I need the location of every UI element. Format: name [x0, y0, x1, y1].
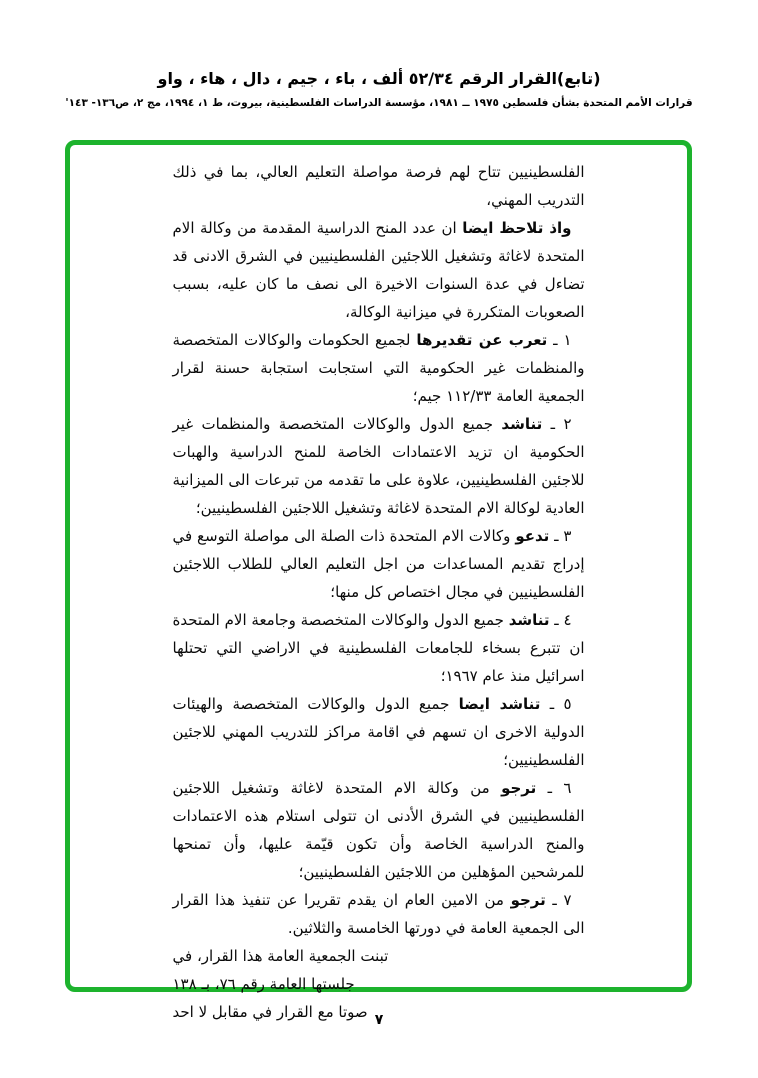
paragraph-bold-lead: تناشد — [508, 611, 550, 629]
resolution-paragraph — [173, 214, 585, 326]
adoption-note-line: تبنت الجمعية العامة هذا القرار، في — [172, 947, 389, 965]
adoption-note-line: جلستها العامة رقم ٧٦، بـ ١٣٨ — [172, 975, 355, 993]
paragraph-number: ٢ ـ — [542, 415, 572, 433]
paragraph-text: الفلسطينيين تتاح لهم فرصة مواصلة التعليم العالي، بما في ذلك التدريب المهني، — [172, 163, 585, 209]
paragraph-text: جميع الدول والوكالات المتخصصة وجامعة الام المتحدة ان تتبرع بسخاء للجامعات الفلسطينية في الاراضي التي تحتلها اسرائيل منذ عام ١٩٦٧؛ — [172, 611, 585, 685]
source-citation: قرارات الأمم المتحدة بشأن فلسطين ١٩٧٥ ــ ١٩٨١، مؤسسة الدراسات الفلسطينية، بيروت، ط ١، ١٩٩٤، مج ٢، ص١٣٦- ١٤٣' — [65, 97, 693, 109]
paragraph-number: ٧ ـ — [545, 891, 572, 909]
resolution-paragraph — [173, 158, 585, 214]
resolution-paragraph — [173, 410, 585, 522]
paragraph-bold-lead: واذ تلاحظ ايضا — [462, 219, 572, 237]
paragraph-bold-lead: ترجو — [510, 891, 546, 909]
paragraph-number: ٦ ـ — [536, 779, 572, 797]
paragraph-text: من وكالة الام المتحدة لاغاثة وتشغيل اللاجئين الفلسطينيين في الشرق الأدنى ان تتولى استلام هذه الاعتمادات والمنح الدراسية الخاصة وأن تكون قيّمة عليها، وأن تمنحها للمرشحين المؤهلين من اللاجئين الفلسطينيين؛ — [172, 779, 585, 881]
paragraph-text: جميع الدول والوكالات المتخصصة والهيئات الدولية الاخرى ان تسهم في اقامة مراكز للتدريب المهني للاجئين الفلسطينيين؛ — [172, 695, 585, 769]
green-border-frame — [65, 140, 692, 1021]
paragraph-bold-lead: تناشد ايضا — [458, 695, 541, 713]
resolution-paragraph — [173, 326, 585, 410]
paragraph-bold-lead: تدعو — [515, 527, 550, 545]
resolution-title: (تابع)القرار الرقم ٥٢/٣٤ ألف ، باء ، جيم ، دال ، هاء ، واو — [157, 69, 601, 88]
resolution-paragraph — [173, 690, 585, 774]
page-header — [0, 68, 758, 111]
paragraph-number: ٣ ـ — [549, 527, 572, 545]
resolution-paragraph — [173, 774, 585, 886]
paragraph-number: ٤ ـ — [549, 611, 572, 629]
paragraph-number: ١ ـ — [547, 331, 572, 349]
adoption-note-line: صوتا مع القرار في مقابل لا احد — [172, 1003, 368, 1021]
page-number: ٧ — [374, 1012, 384, 1028]
paragraph-bold-lead: تعرب عن تقديرها — [416, 331, 548, 349]
paragraph-bold-lead: ترجو — [501, 779, 537, 797]
paragraph-text: لجميع الحكومات والوكالات المتخصصة والمنظمات غير الحكومية التي استجابت استجابة حسنة لقرار الجمعية العامة ١١٢/٣٣ جيم؛ — [172, 331, 585, 405]
resolution-text-block — [173, 158, 585, 1026]
paragraph-text: ان عدد المنح الدراسية المقدمة من وكالة الام المتحدة لاغاثة وتشغيل اللاجئين الفلسطينيين في الشرق الادنى قد تضاءل في عدة السنوات الاخيرة الى نصف ما كان عليه، بسبب الصعوبات المتكررة في ميزانية الوكالة، — [172, 219, 585, 321]
paragraph-bold-lead: تناشد — [501, 415, 543, 433]
paragraph-text: من الامين العام ان يقدم تقريرا عن تنفيذ هذا القرار الى الجمعية العامة في دورتها الخامسة والثلاثين. — [172, 891, 585, 937]
resolution-paragraph — [173, 886, 585, 942]
resolution-paragraph — [173, 522, 585, 606]
paragraph-number: ٥ ـ — [540, 695, 572, 713]
resolution-paragraph — [173, 606, 585, 690]
paragraph-text: وكالات الام المتحدة ذات الصلة الى مواصلة التوسع في إدراج تقديم المساعدات من اجل التعليم العالي للطلاب اللاجئين الفلسطينيين في مجال اختصاص كل منها؛ — [172, 527, 585, 601]
paragraph-text: جميع الدول والوكالات المتخصصة والمنظمات غير الحكومية ان تزيد الاعتمادات الخاصة للمنح الدراسية والهبات للاجئين الفلسطينيين، علاوة على ما تقدمه من تبرعات الى الميزانية العادية لوكالة الام المتحدة لاغاثة وتشغيل اللاجئين الفلسطينيين؛ — [172, 415, 585, 517]
